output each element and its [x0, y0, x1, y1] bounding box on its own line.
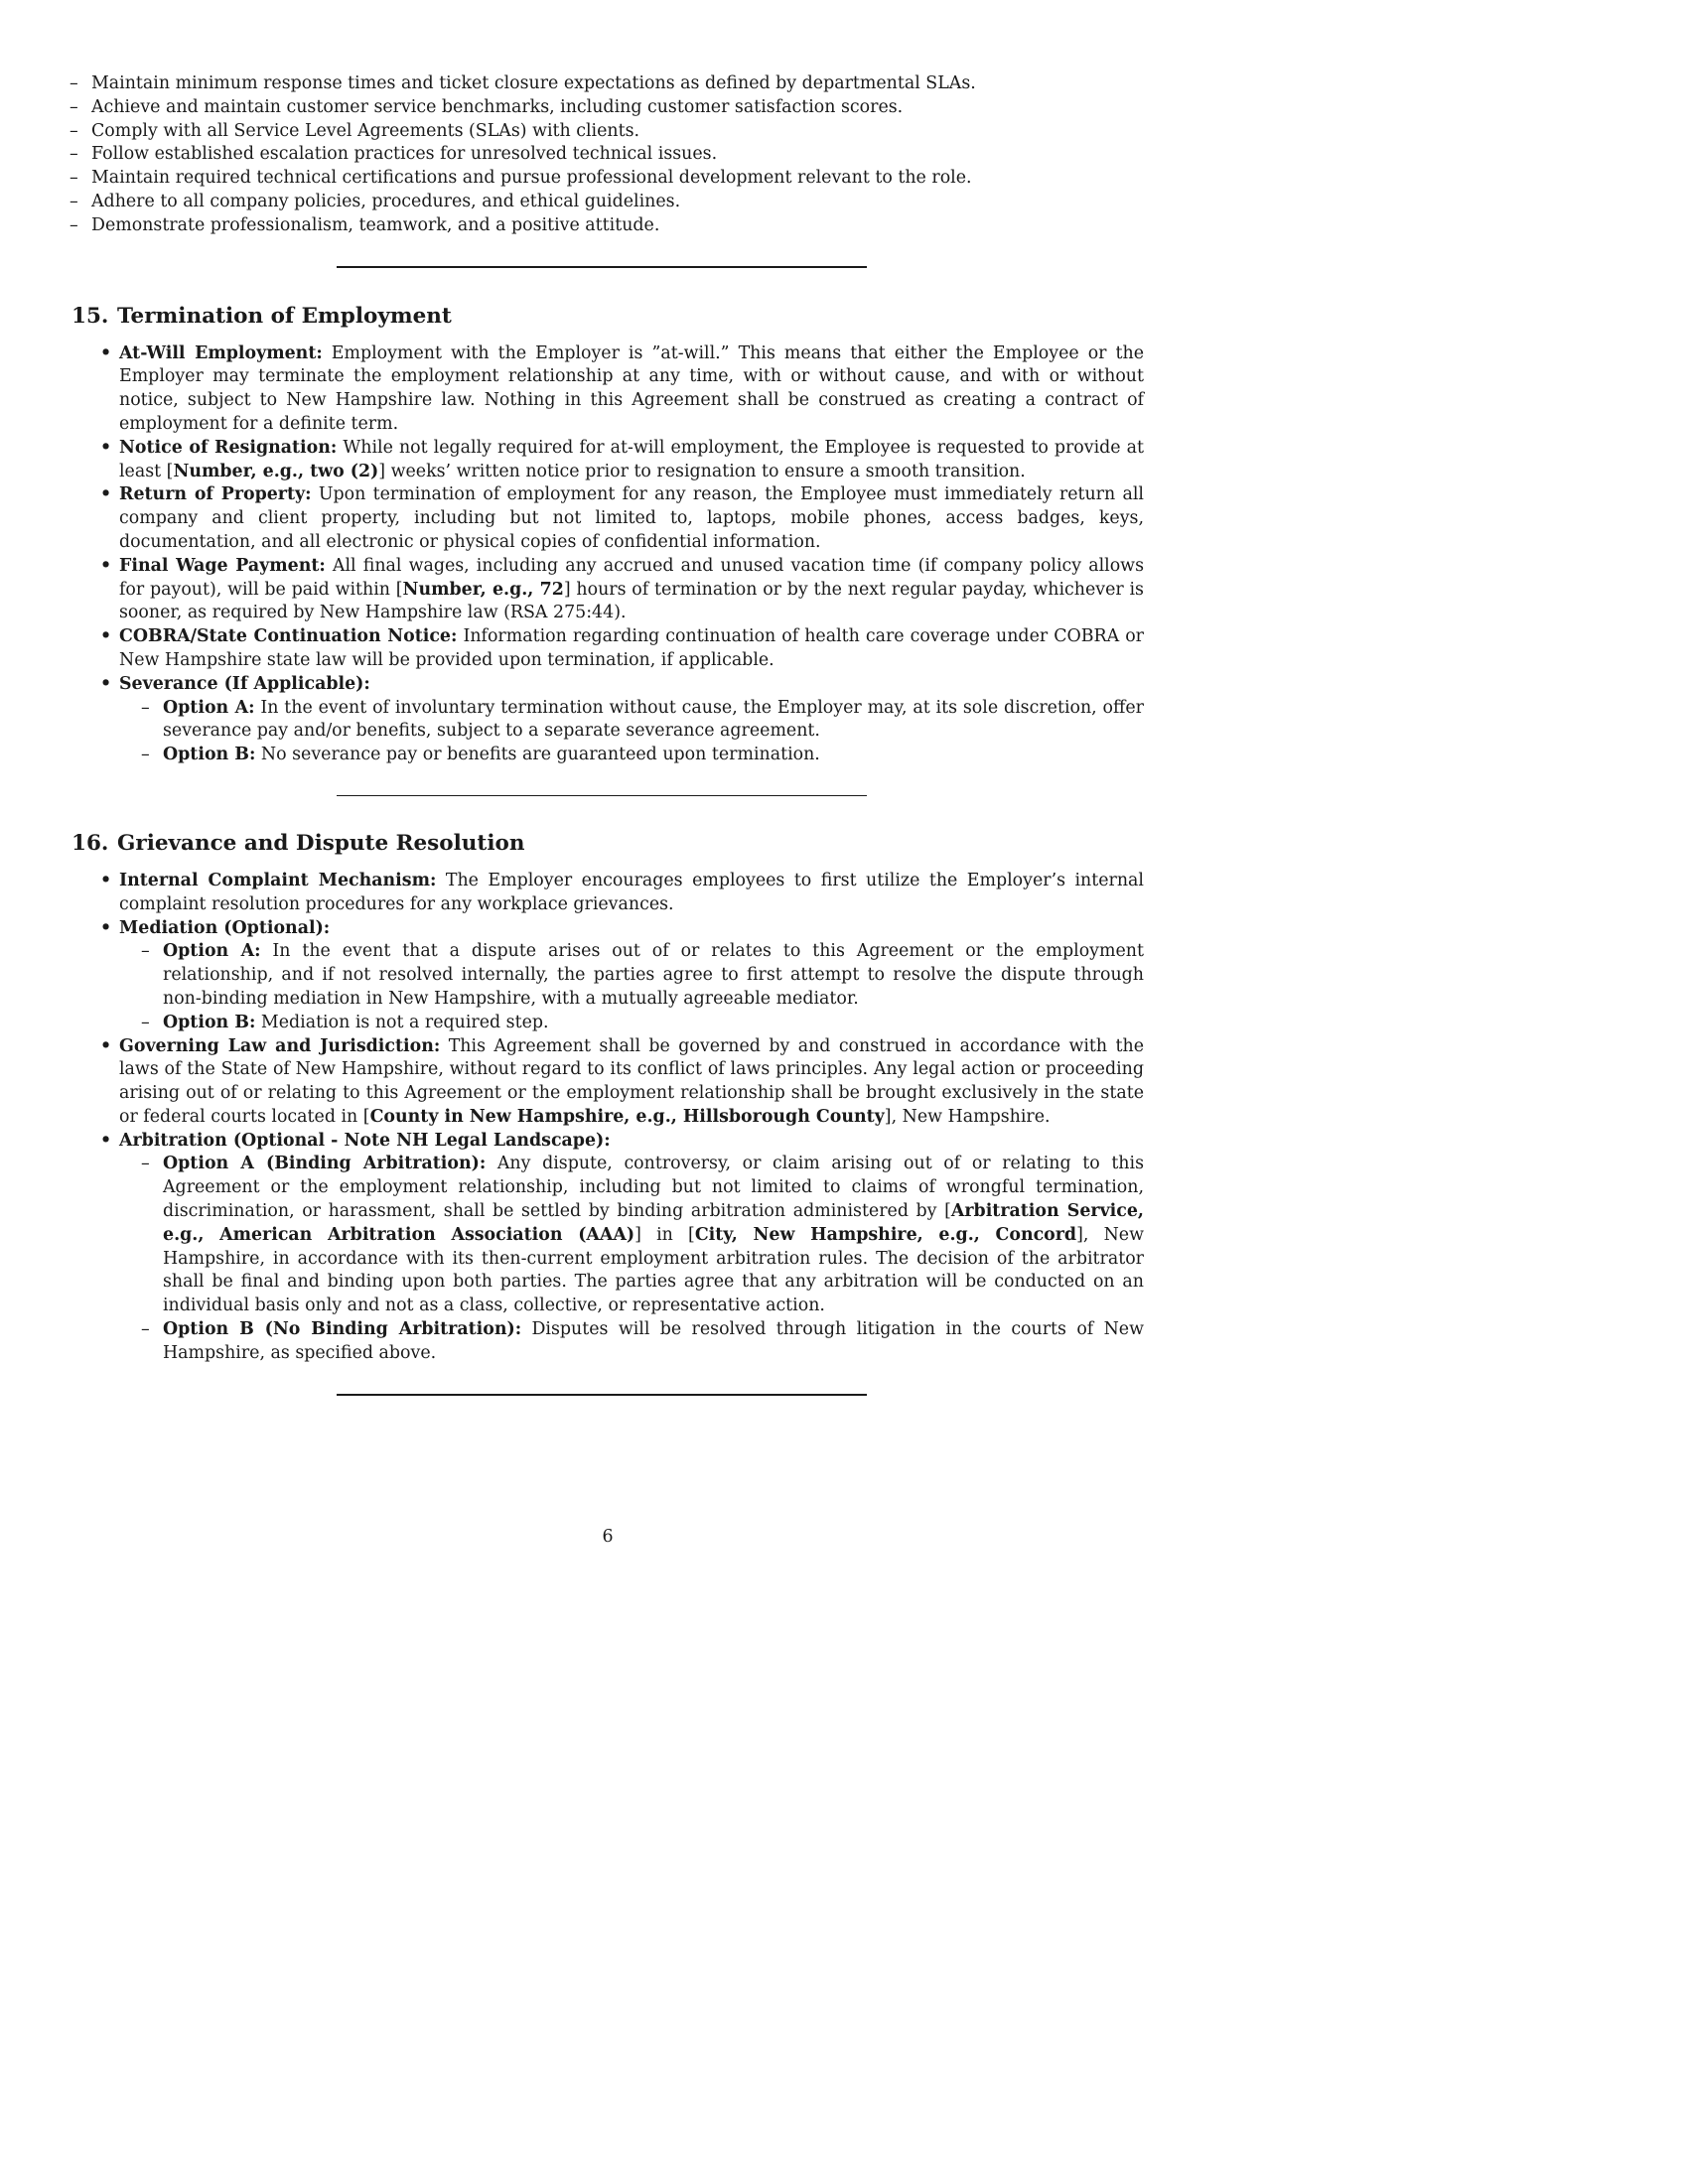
option-body: In the event that a dispute arises out of or relates to this Agreement or the employment relationship, and if not resolved internally, the parties agree to first attempt to resolve the dispute through non-binding mediation in New Hampshire, with a mutually agreeable mediator. — [163, 941, 1144, 1009]
section-number: 16. — [71, 830, 109, 856]
option-body: ] in [ — [634, 1224, 695, 1245]
placeholder-field: Arbitration Service, e.g., American Arbitration Association (AAA) — [163, 1201, 1144, 1245]
list-item: – Maintain minimum response times and ticket closure expectations as defined by departmental SLAs. — [0, 72, 1144, 96]
list-item-severance — [71, 673, 1144, 767]
list-item: – Maintain required technical certifications and pursue professional development relevant to the role. — [0, 167, 1144, 191]
section-title: Grievance and Dispute Resolution — [117, 830, 525, 856]
item-label: Final Wage Payment: — [119, 555, 326, 576]
option-item — [119, 1318, 1144, 1366]
placeholder-field: County in New Hampshire, e.g., Hillsborough County — [369, 1106, 885, 1127]
item-text — [119, 343, 1144, 434]
item-text — [119, 918, 330, 938]
option-body: Any dispute, controversy, or claim arising out of or relating to this Agreement or the employment relationship, including but not limited to claims of wrongful termination, discrimination, or harassment, shall be settled by binding arbitration administered by [ — [163, 1154, 1144, 1222]
item-label: Notice of Resignation: — [119, 437, 338, 458]
list-item-arbitration — [71, 1130, 1144, 1366]
list-item: – Adhere to all company policies, procedures, and ethical guidelines. — [0, 191, 1144, 214]
item-body: All final wages, including any accrued and unused vacation time (if company policy allows for payout), will be paid within [ — [119, 555, 1144, 600]
item-label: COBRA/State Continuation Notice: — [119, 626, 458, 647]
list-item-mediation — [71, 917, 1144, 1035]
responsibilities-list — [0, 72, 1144, 238]
list-item-at-will — [71, 342, 1144, 437]
arbitration-options — [119, 1153, 1144, 1365]
item-text — [119, 1036, 1144, 1127]
item-body: ], New Hampshire. — [884, 1106, 1051, 1127]
page-number: 6 — [602, 1527, 614, 1547]
section-title: Termination of Employment — [117, 303, 452, 329]
option-item — [119, 1153, 1144, 1318]
option-item — [119, 940, 1144, 1011]
item-label: Mediation (Optional): — [119, 917, 331, 938]
page-content — [71, 72, 1144, 1396]
option-label: Option A: — [163, 697, 255, 718]
item-body: Employment with the Employer is ”at-will.” This means that either the Employee or the Employer may terminate the employment relationship at any time, with or without cause, and with or without notice, subject to New Hampshire law. Nothing in this Agreement shall be construed as creating a contract of employment for a definite term. — [119, 342, 1144, 434]
placeholder-field: Number, e.g., two (2) — [173, 461, 379, 481]
item-label: Severance (If Applicable): — [119, 673, 370, 694]
list-item: – Follow established escalation practices for unresolved technical issues. — [0, 143, 1144, 167]
list-item: – Achieve and maintain customer service benchmarks, including customer satisfaction scores. — [0, 96, 1144, 120]
list-item: – Comply with all Service Level Agreements (SLAs) with clients. — [0, 120, 1144, 144]
item-body: Information regarding continuation of health care coverage under COBRA or New Hampshire state law will be provided upon termination, if applicable. — [119, 626, 1144, 670]
item-label: Internal Complaint Mechanism: — [119, 870, 437, 890]
dispute-list — [71, 870, 1144, 1366]
item-body: While not legally required for at-will employment, the Employee is requested to provide at least [ — [119, 437, 1144, 481]
option-item — [119, 744, 1144, 767]
option-body: Mediation is not a required step. — [255, 1012, 549, 1032]
option-label: Option B (No Binding Arbitration): — [163, 1319, 522, 1340]
section-number: 15. — [71, 303, 109, 329]
option-item — [119, 697, 1144, 745]
list-item-cobra — [71, 625, 1144, 673]
option-label: Option A (Binding Arbitration): — [163, 1154, 487, 1174]
option-body: ], New Hampshire, in accordance with its then-current employment arbitration rules. The decision of the arbitrator shall be final and binding upon both parties. The parties agree that any arbitration will be conducted on an individual basis only and not as a class, collective, or representative action. — [163, 1224, 1144, 1316]
item-text — [119, 871, 1144, 914]
severance-options — [119, 697, 1144, 767]
option-body: Disputes will be resolved through litigation in the courts of New Hampshire, as specified above. — [163, 1319, 1144, 1363]
list-item-internal — [71, 870, 1144, 917]
item-label: Return of Property: — [119, 484, 312, 505]
option-item — [119, 1012, 1144, 1035]
item-body: Upon termination of employment for any reason, the Employee must immediately return all company and client property, including but not limited to, laptops, mobile phones, access badges, keys, documentation, and all electronic or physical copies of confidential information. — [119, 484, 1144, 552]
option-body: In the event of involuntary termination without cause, the Employer may, at its sole discretion, offer severance pay and/or benefits, subject to a separate severance agreement. — [163, 697, 1144, 742]
section-16-heading — [71, 830, 1144, 858]
placeholder-field: City, New Hampshire, e.g., Concord — [694, 1224, 1077, 1245]
item-body: The Employer encourages employees to first utilize the Employer’s internal complaint resolution procedures for any workplace grievances. — [119, 870, 1144, 914]
list-item-property — [71, 483, 1144, 554]
option-body: No severance pay or benefits are guaranteed upon termination. — [255, 745, 820, 765]
item-label: At-Will Employment: — [119, 342, 323, 363]
item-text — [119, 674, 370, 694]
item-text — [119, 556, 1144, 623]
list-item: – Demonstrate professionalism, teamwork, and a positive attitude. — [0, 214, 1144, 238]
item-label: Arbitration (Optional - Note NH Legal Landscape): — [119, 1130, 611, 1151]
placeholder-field: Number, e.g., 72 — [402, 579, 564, 600]
item-text — [119, 1131, 611, 1151]
section-divider — [337, 266, 867, 268]
list-item-final-wage — [71, 555, 1144, 625]
termination-list — [71, 342, 1144, 767]
section-15-heading — [71, 303, 1144, 331]
section-divider — [337, 1394, 867, 1396]
item-text — [119, 626, 1144, 670]
item-text — [119, 484, 1144, 552]
option-label: Option A: — [163, 941, 261, 962]
list-item-notice — [71, 437, 1144, 484]
list-item-governing-law — [71, 1035, 1144, 1130]
mediation-options — [119, 940, 1144, 1034]
item-body: ] hours of termination or by the next regular payday, whichever is sooner, as required by New Hampshire law (RSA 275:44). — [119, 579, 1144, 623]
option-label: Option B: — [163, 745, 256, 765]
option-label: Option B: — [163, 1012, 256, 1032]
item-body: ] weeks’ written notice prior to resignation to ensure a smooth transition. — [378, 461, 1026, 481]
item-label: Governing Law and Jurisdiction: — [119, 1035, 441, 1056]
item-text — [119, 438, 1144, 481]
item-body: This Agreement shall be governed by and construed in accordance with the laws of the State of New Hampshire, without regard to its conflict of laws principles. Any legal action or proceeding arising out of or relating to this Agreement or the employment relationship shall be brought exclusively in the state or federal courts located in [ — [119, 1035, 1144, 1127]
section-divider — [337, 795, 867, 796]
